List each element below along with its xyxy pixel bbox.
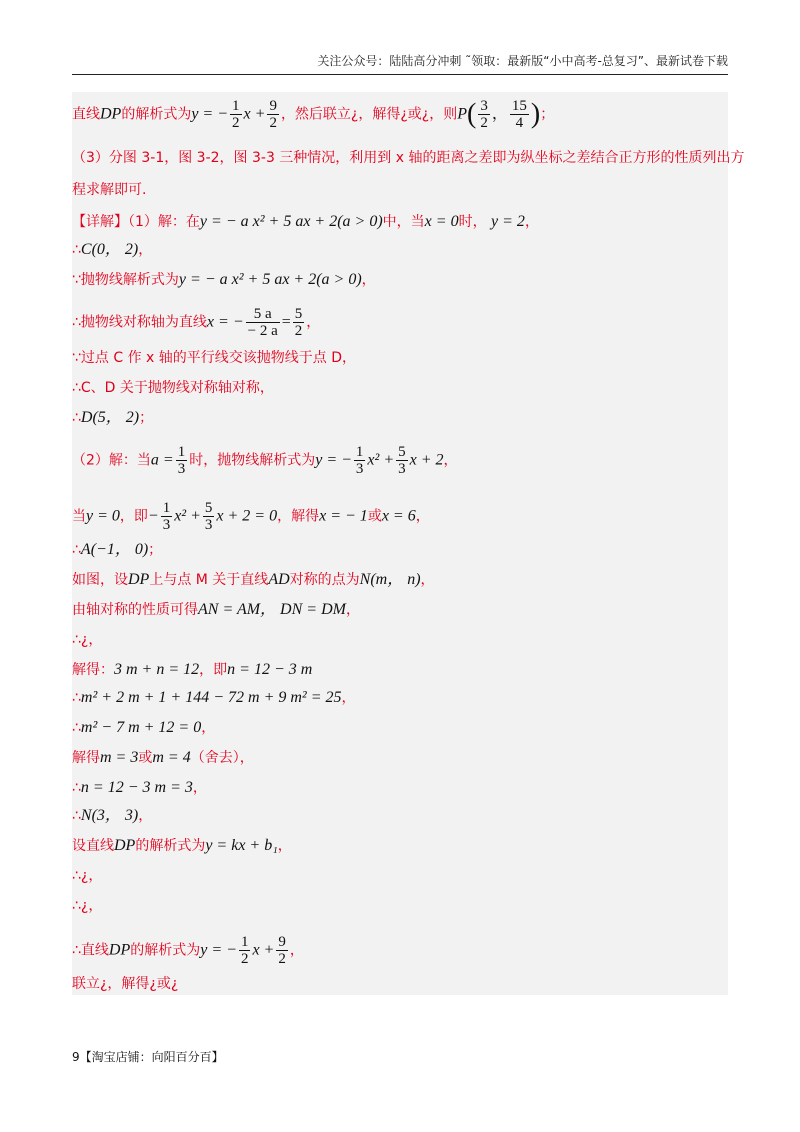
math: P <box>457 105 468 123</box>
text: ， <box>420 572 435 588</box>
denominator: 3 <box>355 461 364 477</box>
math: N(3， 3) <box>80 807 139 824</box>
numerator: 5 a <box>246 306 280 323</box>
line-10 <box>72 408 153 428</box>
fraction <box>478 98 490 131</box>
line-26 <box>72 934 304 967</box>
text: ， <box>192 780 207 796</box>
math: y = − <box>200 941 237 959</box>
numerator: 5 <box>294 306 303 322</box>
text: 时，抛物线解析式为 <box>189 452 316 469</box>
text: （舍去）， <box>190 750 254 766</box>
line-12 <box>72 500 430 533</box>
paren: ( <box>467 98 477 130</box>
text: 中，当 <box>382 214 425 230</box>
numerator: 15 <box>511 98 527 114</box>
text: ； <box>540 106 555 123</box>
text: 由轴对称的性质可得 <box>72 602 198 618</box>
numerator: 1 <box>355 444 364 460</box>
denominator: 3 <box>162 517 171 533</box>
line-27: 联立¿，解得¿或¿ <box>72 976 179 992</box>
text: 对称的点为 <box>289 572 360 588</box>
fraction <box>246 306 280 339</box>
fraction <box>293 306 305 339</box>
fraction <box>276 934 288 967</box>
line-18 <box>72 688 356 708</box>
math: x² + <box>367 451 395 469</box>
math: A(−1， 0) <box>80 541 149 558</box>
text: 上与点 M 关于直线 <box>149 572 269 588</box>
text: ，解得 <box>277 508 320 525</box>
math: AD <box>268 571 290 588</box>
numerator: 1 <box>240 934 249 950</box>
line-21 <box>72 778 207 798</box>
text: 设直线 <box>72 838 114 854</box>
math: y = 2 <box>491 213 525 230</box>
text: ∴ <box>72 690 81 706</box>
math: y = − <box>315 451 352 469</box>
denominator: − 2 a <box>247 323 278 339</box>
denominator: 2 <box>480 115 488 131</box>
fraction <box>239 934 251 967</box>
fraction <box>161 500 173 533</box>
math: C(0， 2) <box>80 241 139 258</box>
line-19 <box>72 718 215 738</box>
text: 或 <box>367 508 382 525</box>
text: ， <box>277 838 292 854</box>
denominator: 3 <box>204 517 213 533</box>
text: 【详解】（1）解：在 <box>72 214 200 230</box>
numerator: 1 <box>177 444 186 460</box>
text: ∴ <box>72 780 81 796</box>
numerator: 3 <box>480 98 488 114</box>
page-footer <box>72 1048 224 1065</box>
fraction <box>354 444 366 477</box>
line-20 <box>72 748 254 768</box>
text: 解得 <box>72 750 100 766</box>
line-2: （3）分图 3-1，图 3-2，图 3-3 三种情况，利用到 x 轴的距离之差即为纵坐标之差结合正方形的性质列出方 <box>72 150 745 166</box>
paren: ) <box>530 98 541 130</box>
denominator: 2 <box>232 115 240 131</box>
line-5 <box>72 240 152 260</box>
math: − <box>147 507 159 525</box>
denominator: 2 <box>240 951 249 967</box>
math: m = 3 <box>100 749 139 766</box>
math: a = <box>150 451 174 469</box>
fraction <box>203 500 215 533</box>
line-11 <box>72 444 458 477</box>
math: = <box>281 313 291 331</box>
text: ， <box>138 808 153 824</box>
line-3: 程求解即可. <box>72 182 147 198</box>
text: ， <box>341 690 356 706</box>
text: ∴直线 <box>72 942 109 959</box>
line-25: ∴¿， <box>72 898 103 914</box>
math: m = 4 <box>152 749 191 766</box>
math: m² − 7 m + 12 = 0 <box>80 719 202 736</box>
line-17 <box>72 660 312 680</box>
math: x + <box>243 105 266 123</box>
text: ， <box>345 602 360 618</box>
header-text: 关注公众号：陆陆高分冲刺 ˜领取：最新版“小中高考-总复习”、最新试卷下载 <box>317 54 728 68</box>
math: DP <box>108 941 131 959</box>
math: y = 0 <box>86 507 120 525</box>
math: m² + 2 m + 1 + 144 − 72 m + 9 m² = 25 <box>80 689 342 706</box>
text: ， <box>524 214 539 230</box>
numerator: 9 <box>278 934 286 950</box>
text: ， <box>201 720 216 736</box>
text: （2）解：当 <box>72 452 151 469</box>
text: 时， <box>458 214 487 230</box>
math: x = 6 <box>381 507 416 525</box>
math: y = − a x² + 5 ax + 2(a > 0) <box>199 213 383 230</box>
text: ； <box>139 410 154 426</box>
text: ∴ <box>72 720 81 736</box>
text: 的解析式为 <box>121 106 192 123</box>
denominator: 2 <box>294 323 303 339</box>
solution-content <box>72 92 745 995</box>
fraction <box>230 98 242 131</box>
math: N(m， n) <box>359 571 421 588</box>
math: DP <box>114 837 136 854</box>
line-15 <box>72 600 360 620</box>
text: ，即 <box>199 662 228 678</box>
text: ， <box>289 942 304 959</box>
math: y = − a x² + 5 ax + 2(a > 0) <box>178 271 362 288</box>
numerator: 5 <box>204 500 213 516</box>
math: DP <box>128 571 150 588</box>
math: DP <box>100 105 122 123</box>
math: x² + <box>174 507 201 525</box>
line-1 <box>72 98 554 131</box>
math: x = − <box>206 313 244 331</box>
math: y = kx + b₁ <box>205 837 278 854</box>
text: ∵抛物线解析式为 <box>72 272 179 288</box>
text: ， <box>415 508 430 525</box>
line-4 <box>72 212 539 232</box>
text: ， <box>361 272 376 288</box>
math: y = − <box>191 105 229 123</box>
line-13 <box>72 540 162 560</box>
line-6 <box>72 270 376 290</box>
line-23 <box>72 836 292 856</box>
text: ∴ <box>72 410 81 426</box>
math: x = 0 <box>424 213 459 230</box>
fraction <box>267 98 279 131</box>
math: n = 12 − 3 m <box>227 661 313 678</box>
denominator: 3 <box>398 461 406 477</box>
denominator: 2 <box>269 115 277 131</box>
math: x + 2 = 0 <box>216 507 278 525</box>
line-14 <box>72 570 435 590</box>
fraction <box>176 444 188 477</box>
math: ， <box>491 105 508 123</box>
text: 当 <box>72 508 86 525</box>
text: ，即 <box>119 508 148 525</box>
numerator: 1 <box>232 98 240 114</box>
fraction <box>510 98 529 131</box>
text: ∴ <box>72 242 81 258</box>
math: D(5， 2) <box>80 409 140 426</box>
footer-text: 9【淘宝店铺：向阳百分百】 <box>72 1050 224 1064</box>
text: 的解析式为 <box>130 942 201 959</box>
text: ，然后联立¿，解得¿或¿，则 <box>280 106 458 123</box>
text: 直线 <box>72 106 100 123</box>
line-24: ∴¿， <box>72 868 103 884</box>
text: ∴ <box>72 808 81 824</box>
text: 如图，设 <box>72 572 128 588</box>
line-9: ∴C、D 关于抛物线对称轴对称， <box>72 380 274 396</box>
line-22 <box>72 806 152 826</box>
math: x = − 1 <box>319 507 368 525</box>
text: ， <box>443 452 458 469</box>
text: ∴ <box>72 542 81 558</box>
numerator: 1 <box>162 500 171 516</box>
line-16: ∴¿， <box>72 632 103 648</box>
text: ， <box>138 242 153 258</box>
text: 解得： <box>72 662 114 678</box>
text: ∴抛物线对称轴为直线 <box>72 314 207 331</box>
denominator: 3 <box>177 461 186 477</box>
text: ； <box>148 542 163 558</box>
text: 的解析式为 <box>135 838 206 854</box>
denominator: 2 <box>278 951 286 967</box>
text: 或 <box>138 750 153 766</box>
math: x + 2 <box>409 451 444 469</box>
numerator: 5 <box>398 444 406 460</box>
math: x + <box>252 941 275 959</box>
numerator: 9 <box>269 98 277 114</box>
math: n = 12 − 3 m = 3 <box>80 779 193 796</box>
line-8: ∵过点 C 作 x 轴的平行线交该抛物线于点 D， <box>72 350 356 366</box>
fraction <box>396 444 408 477</box>
text: ， <box>306 314 321 331</box>
math: AN = AM， DN = DM <box>198 601 346 618</box>
page-header <box>72 52 728 75</box>
denominator: 4 <box>515 115 524 131</box>
line-7 <box>72 306 320 339</box>
math: 3 m + n = 12 <box>114 661 200 678</box>
